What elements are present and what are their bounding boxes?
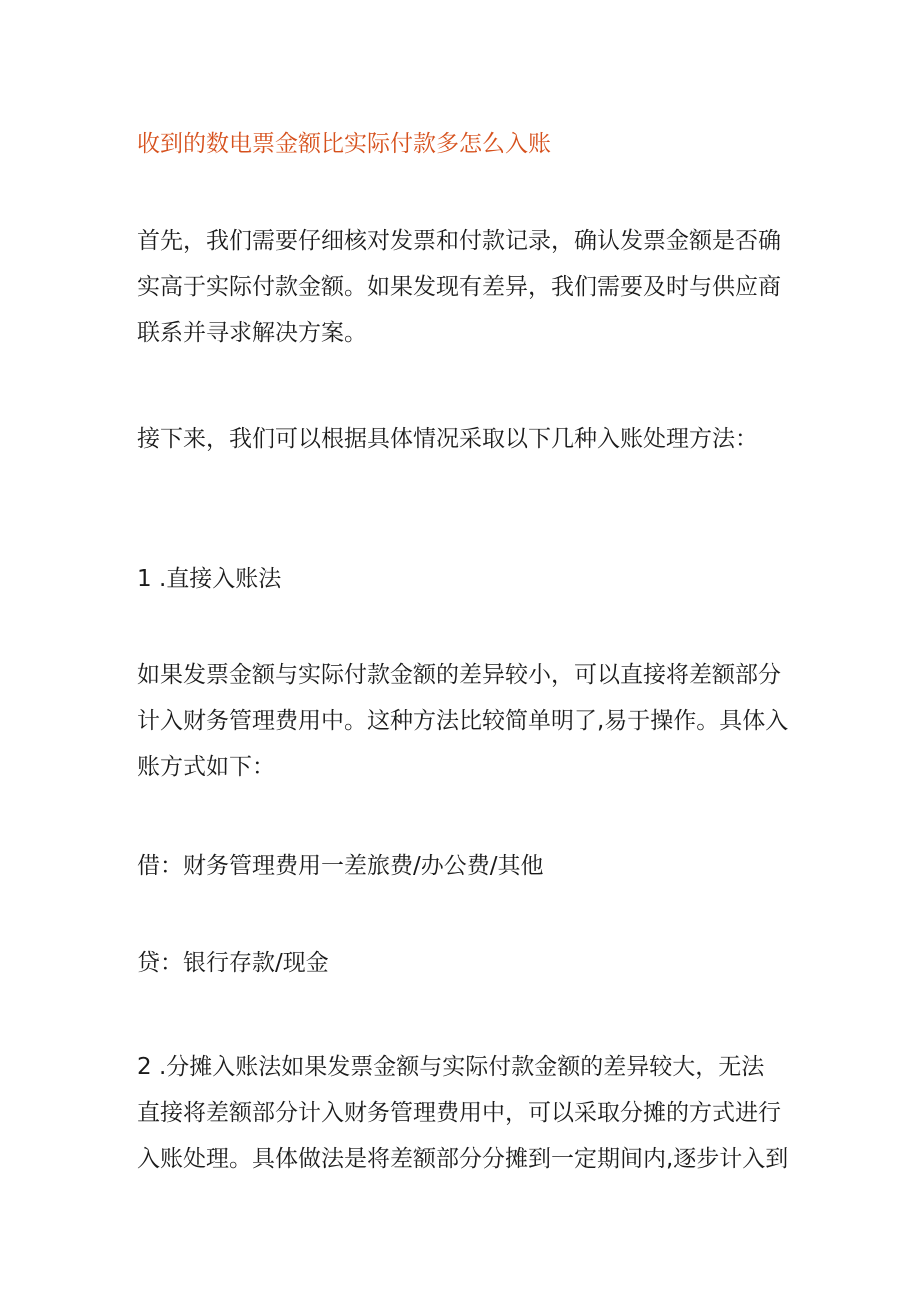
text-line: 账方式如下： bbox=[137, 754, 275, 780]
entry-credit bbox=[137, 940, 797, 986]
paragraph-direct-method bbox=[137, 652, 797, 790]
text-line: 入账处理。具体做法是将差额部分分摊到一定期间内,逐步计入到 bbox=[137, 1146, 789, 1172]
entry-debit bbox=[137, 843, 797, 889]
heading-direct-method bbox=[137, 556, 797, 602]
text-line: 首先，我们需要仔细核对发票和付款记录，确认发票金额是否确 bbox=[137, 228, 781, 254]
text-line: 实高于实际付款金额。如果发现有差异，我们需要及时与供应商 bbox=[137, 274, 781, 300]
document-title: 收到的数电票金额比实际付款多怎么入账 bbox=[137, 131, 551, 157]
paragraph-allocation-method bbox=[137, 1044, 797, 1182]
text-line: 直接将差额部分计入财务管理费用中，可以采取分摊的方式进行 bbox=[137, 1100, 781, 1126]
text-line: 2 .分摊入账法如果发票金额与实际付款金额的差异较大，无法 bbox=[137, 1054, 765, 1080]
text-line: 联系并寻求解决方案。 bbox=[137, 320, 367, 346]
paragraph-intro bbox=[137, 218, 797, 356]
text-line: 借：财务管理费用一差旅费/办公费/其他 bbox=[137, 853, 544, 879]
text-line: 贷：银行存款/现金 bbox=[137, 950, 329, 976]
text-line: 1 .直接入账法 bbox=[137, 566, 282, 592]
paragraph-methods-intro bbox=[137, 416, 797, 462]
text-line: 接下来，我们可以根据具体情况采取以下几种入账处理方法： bbox=[137, 426, 758, 452]
text-line: 如果发票金额与实际付款金额的差异较小，可以直接将差额部分 bbox=[137, 662, 781, 688]
text-line: 计入财务管理费用中。这种方法比较简单明了,易于操作。具体入 bbox=[137, 708, 789, 734]
